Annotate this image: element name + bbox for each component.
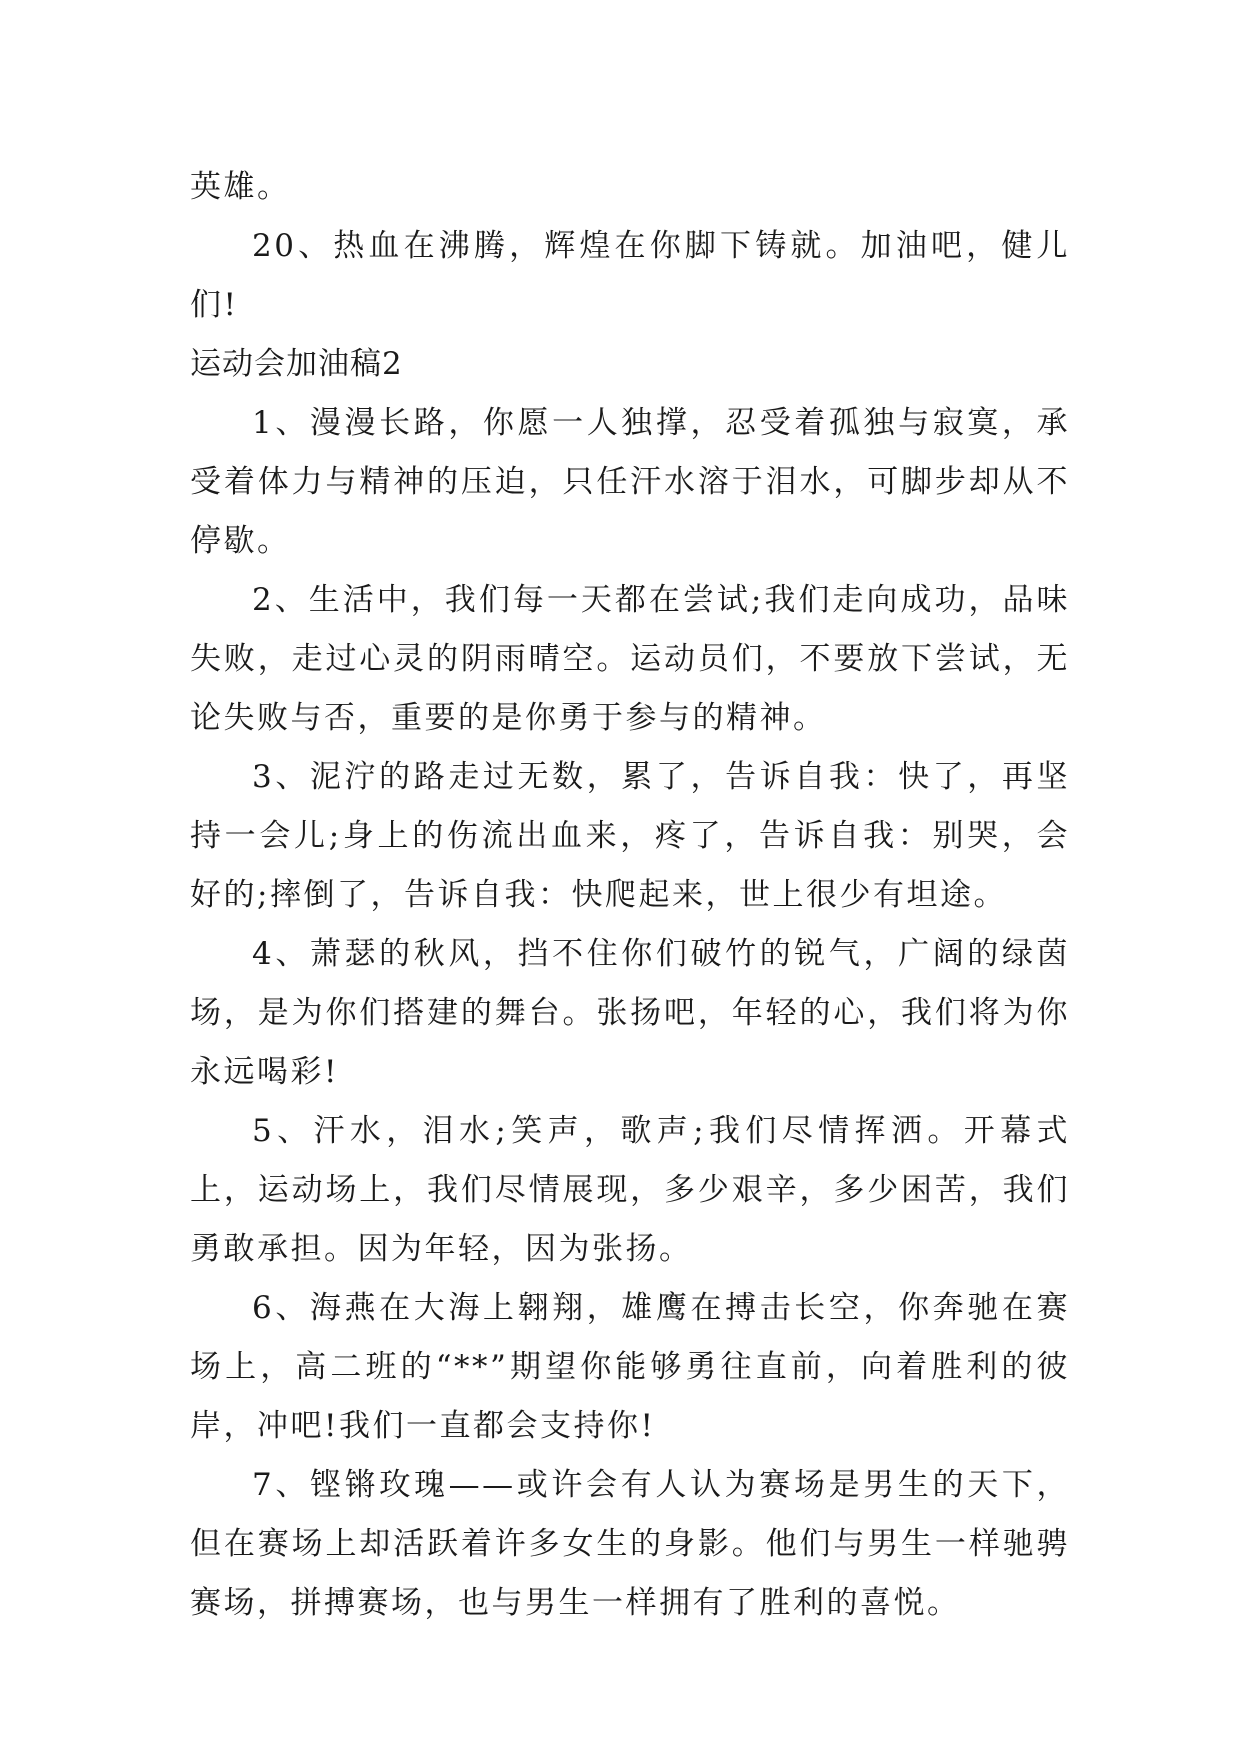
paragraph-item-1: 1、漫漫长路，你愿一人独撑，忍受着孤独与寂寞，承受着体力与精神的压迫，只任汗水溶于泪水，可脚步却从不停歇。 xyxy=(190,405,1070,559)
paragraph-item-2: 2、生活中，我们每一天都在尝试;我们走向成功，品味失败，走过心灵的阴雨晴空。运动员们，不要放下尝试，无论失败与否，重要的是你勇于参与的精神。 xyxy=(190,582,1070,736)
continued-text: 英雄。 xyxy=(190,169,291,205)
paragraph-item-3: 3、泥泞的路走过无数，累了，告诉自我：快了，再坚持一会儿;身上的伤流出血来，疼了，告诉自我：别哭，会好的;摔倒了，告诉自我：快爬起来，世上很少有坦途。 xyxy=(190,759,1070,913)
paragraph-item-7: 7、铿锵玫瑰——或许会有人认为赛场是男生的天下，但在赛场上却活跃着许多女生的身影。他们与男生一样驰骋赛场，拼搏赛场，也与男生一样拥有了胜利的喜悦。 xyxy=(190,1467,1070,1621)
paragraph-item-6: 6、海燕在大海上翱翔，雄鹰在搏击长空，你奔驰在赛场上，高二班的“**”期望你能够勇往直前，向着胜利的彼岸，冲吧!我们一直都会支持你! xyxy=(190,1290,1070,1444)
paragraph-item-20: 20、热血在沸腾，辉煌在你脚下铸就。加油吧，健儿们! xyxy=(190,228,1070,323)
paragraph-item-4: 4、萧瑟的秋风，挡不住你们破竹的锐气，广阔的绿茵场，是为你们搭建的舞台。张扬吧，年轻的心，我们将为你永远喝彩! xyxy=(190,936,1070,1090)
paragraph-item-5: 5、汗水，泪水;笑声，歌声;我们尽情挥洒。开幕式上，运动场上，我们尽情展现，多少艰辛，多少困苦，我们勇敢承担。因为年轻，因为张扬。 xyxy=(190,1113,1070,1267)
document-body xyxy=(190,158,1070,1633)
section-title: 运动会加油稿2 xyxy=(190,346,403,382)
